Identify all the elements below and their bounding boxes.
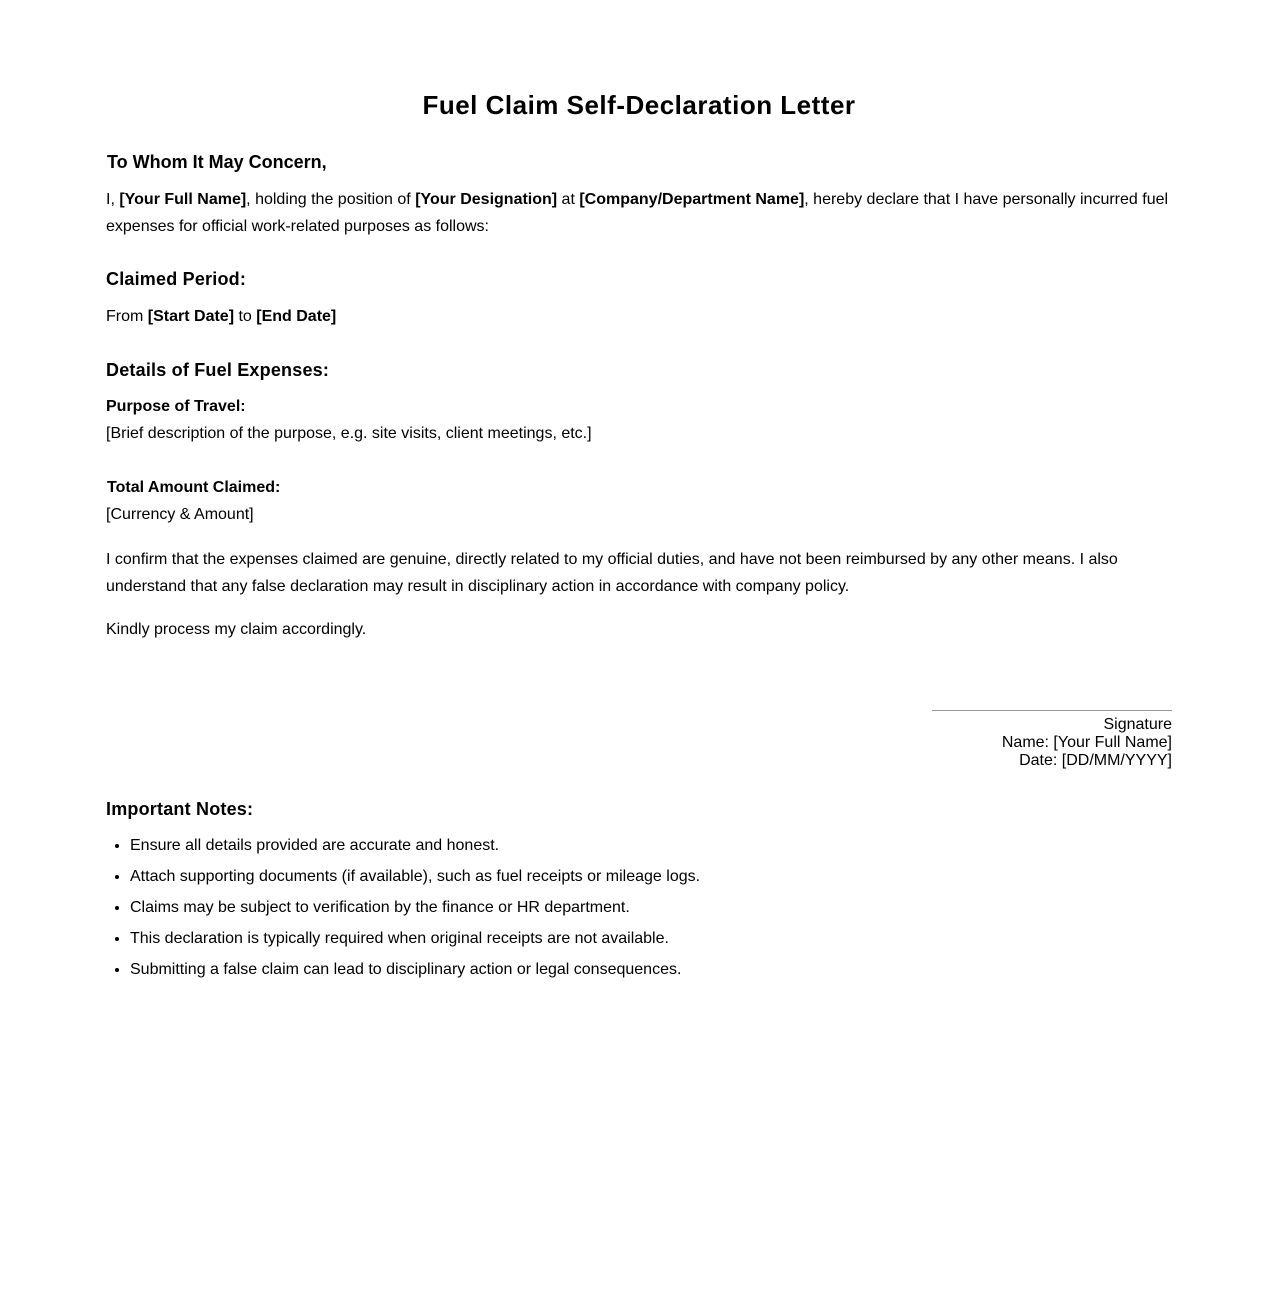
signature-label: Signature: [1103, 716, 1172, 733]
note-item: • Submitting a false claim can lead to disciplinary action or legal consequences.: [130, 959, 700, 990]
intro-paragraph: [106, 186, 1172, 240]
important-notes-heading: Important Notes:: [106, 799, 254, 819]
end-date-placeholder: [End Date]: [256, 308, 337, 325]
closing-line: Kindly process my claim accordingly.: [106, 621, 367, 638]
intro-holding-text: , holding the position of: [246, 191, 416, 208]
purpose-of-travel-label: Purpose of Travel:: [106, 398, 246, 415]
note-item: • This declaration is typically required when original receipts are not available.: [130, 928, 700, 959]
purpose-of-travel-value: [Brief description of the purpose, e.g. site visits, client meetings, etc.]: [106, 425, 592, 442]
salutation: To Whom It May Concern,: [107, 152, 327, 172]
intro-at-text: at: [557, 191, 580, 208]
full-name-placeholder: [Your Full Name]: [119, 191, 247, 208]
claimed-period-heading: Claimed Period:: [106, 269, 247, 289]
total-amount-value: [Currency & Amount]: [106, 506, 254, 523]
company-placeholder: [Company/Department Name]: [579, 191, 805, 208]
note-item: • Attach supporting documents (if available), such as fuel receipts or mileage logs.: [130, 866, 700, 897]
signature-block: [932, 710, 1172, 770]
notes-list: [106, 835, 700, 990]
signature-name: Name: [Your Full Name]: [1001, 734, 1172, 751]
total-amount-label: Total Amount Claimed:: [107, 479, 281, 496]
signature-date: Date: [DD/MM/YYYY]: [1019, 752, 1172, 769]
intro-prefix: I,: [106, 191, 120, 208]
signature-line: [932, 710, 1172, 711]
designation-placeholder: [Your Designation]: [415, 191, 558, 208]
claimed-period-text: [106, 303, 1172, 330]
period-from-text: From: [106, 308, 148, 325]
fuel-expenses-heading: Details of Fuel Expenses:: [106, 360, 330, 380]
note-item: • Ensure all details provided are accurate and honest.: [130, 835, 700, 866]
start-date-placeholder: [Start Date]: [147, 308, 235, 325]
confirmation-paragraph: I confirm that the expenses claimed are genuine, directly related to my official duties, and have not been reimbursed by any other means. I also understand that any false declaration may result in disciplinary action in accordance with company policy.: [106, 551, 1118, 595]
document-title: Fuel Claim Self-Declaration Letter: [422, 90, 856, 120]
note-item: • Claims may be subject to verification by the finance or HR department.: [130, 897, 700, 928]
period-to-text: to: [234, 308, 257, 325]
intro-suffix: , hereby declare that I have personally incurred fuel expenses for official work-related purposes as follows:: [106, 191, 1169, 235]
